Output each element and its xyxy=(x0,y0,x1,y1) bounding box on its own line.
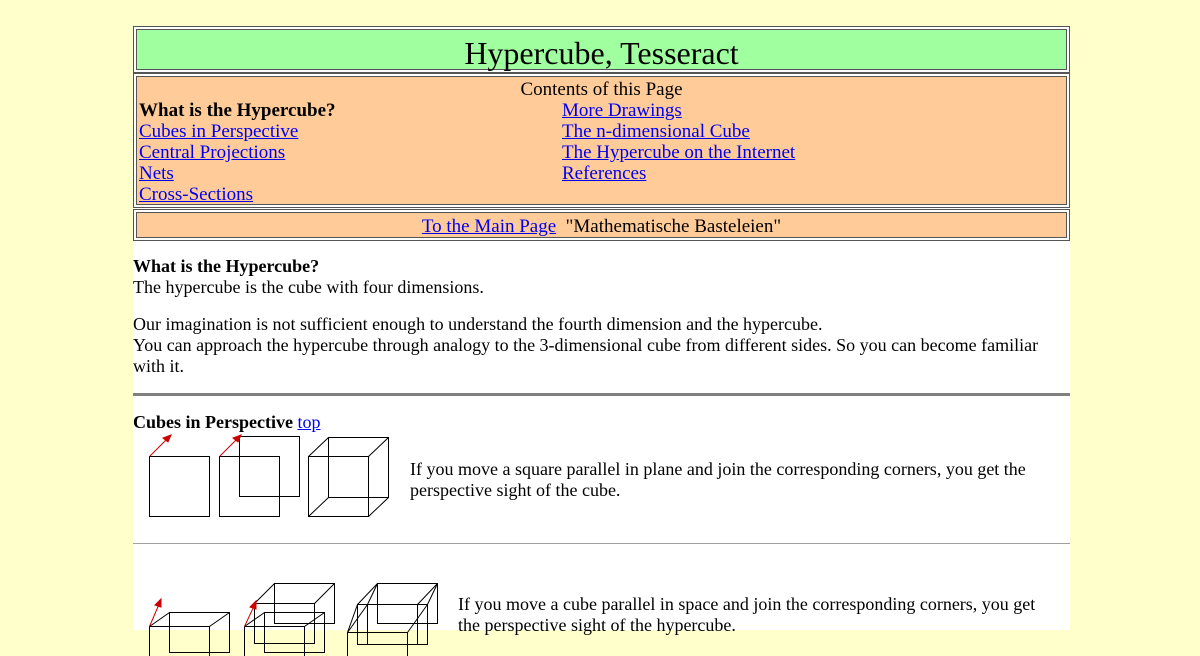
cube-description: If you move a square parallel in plane and join the corresponding corners, you get the perspective sight of the cube. xyxy=(410,459,1050,501)
main-page-box xyxy=(133,209,1070,241)
square-figure xyxy=(150,457,210,517)
section-divider xyxy=(133,393,1070,396)
site-name: "Mathematische Basteleien" xyxy=(566,216,781,237)
toc-heading: Contents of this Page xyxy=(137,79,1066,100)
top-link[interactable]: top xyxy=(297,412,320,432)
toc-link-hypercube-internet[interactable]: The Hypercube on the Internet xyxy=(562,142,795,163)
main-page-link[interactable]: To the Main Page xyxy=(422,216,556,237)
intro-text-2: Our imagination is not sufficient enough to understand the fourth dimension and the hypercube. xyxy=(133,314,823,334)
figure-divider xyxy=(133,543,1070,544)
toc-link-n-dimensional-cube[interactable]: The n-dimensional Cube xyxy=(562,121,750,142)
page-title: Hypercube, Tesseract xyxy=(137,34,1066,72)
intro-heading: What is the Hypercube? xyxy=(133,256,319,276)
toc-link-nets[interactable]: Nets xyxy=(139,163,174,184)
toc-link-references[interactable]: References xyxy=(562,163,646,184)
square-back-figure xyxy=(240,437,300,497)
square-front-figure xyxy=(220,457,280,517)
page xyxy=(133,26,1070,630)
intro-section xyxy=(133,256,1068,377)
table-of-contents xyxy=(133,73,1070,208)
toc-right-column xyxy=(562,100,795,184)
toc-link-central-projections[interactable]: Central Projections xyxy=(139,142,285,163)
toc-link-cross-sections[interactable]: Cross-Sections xyxy=(139,184,253,205)
intro-text-1: The hypercube is the cube with four dimensions. xyxy=(133,277,484,297)
toc-link-more-drawings[interactable]: More Drawings xyxy=(562,100,682,121)
toc-left-column xyxy=(139,100,336,205)
toc-link-cubes-in-perspective[interactable]: Cubes in Perspective xyxy=(139,121,298,142)
toc-item-what-is-hypercube: What is the Hypercube? xyxy=(139,100,336,121)
cube-construction-figure xyxy=(143,430,403,520)
perspective-heading: Cubes in Perspective xyxy=(133,412,293,432)
hypercube-description: If you move a cube parallel in space and join the corresponding corners, you get the perspective sight of the hypercube. xyxy=(458,594,1058,636)
arrow-icon xyxy=(150,435,242,457)
intro-text-3: You can approach the hypercube through analogy to the 3-dimensional cube from different sides. So you can become familiar with it. xyxy=(133,335,1038,376)
title-box xyxy=(133,26,1070,73)
hypercube-construction-figure xyxy=(143,554,443,656)
